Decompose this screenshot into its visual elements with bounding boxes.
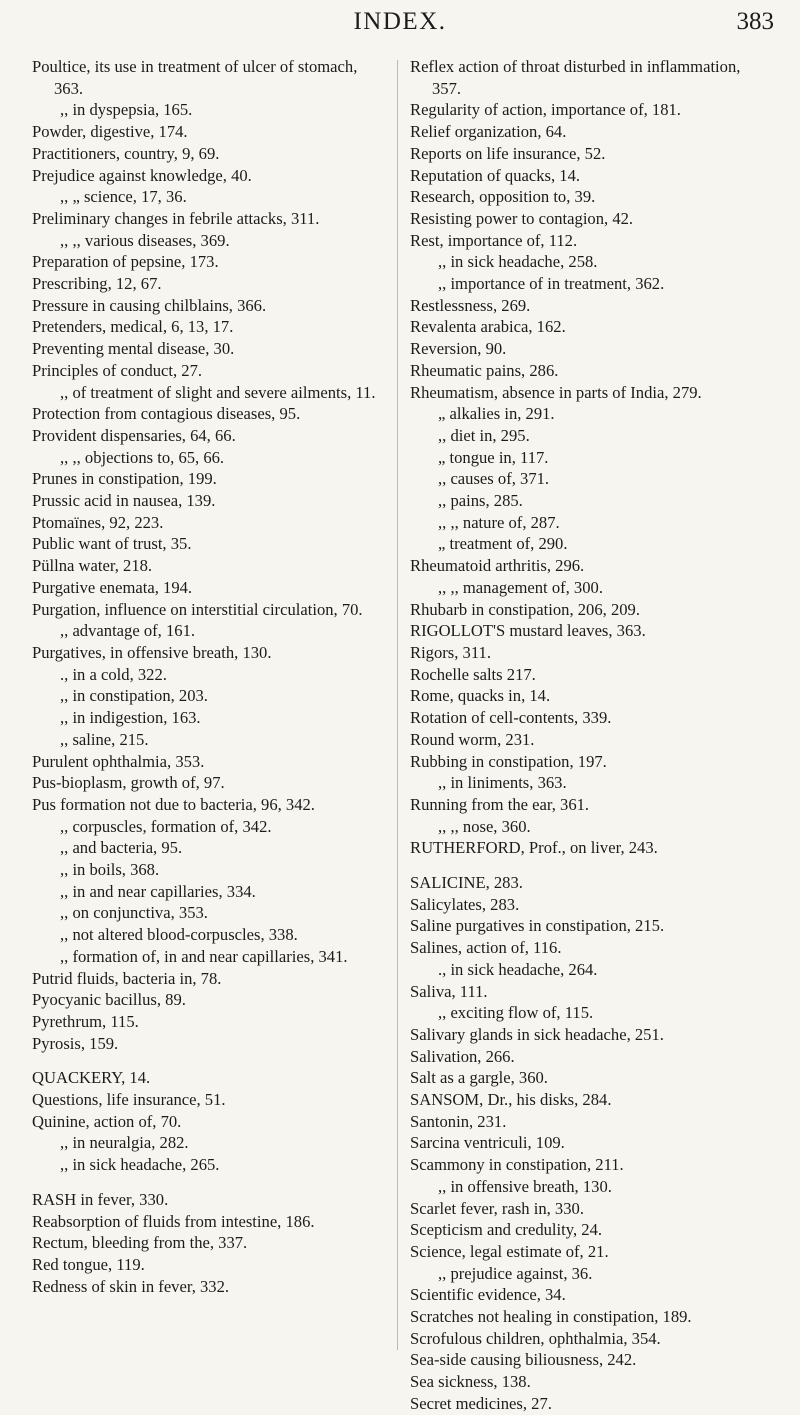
index-entry-text: Rotation of cell-contents, 339. [410,708,612,728]
index-subentry [32,1132,384,1154]
index-entry-text: Scammony in constipation, 211. [410,1155,624,1175]
index-entry-text: ,, of treatment of slight and severe ailments, 11. [60,382,376,402]
index-entry-text: „ treatment of, 290. [438,534,568,554]
index-entry [32,56,384,99]
index-subentry [410,403,772,425]
index-entry [410,56,772,99]
index-entry [410,165,772,187]
running-title: INDEX. [353,8,447,35]
index-entry-text: Putrid fluids, bacteria in, 78. [32,968,222,988]
index-entry [410,1067,772,1089]
index-entry-text: QUACKERY, 14. [32,1068,151,1088]
index-entry-text: Pyrosis, 159. [32,1033,119,1053]
index-entry [410,1089,772,1111]
index-entry [32,1011,384,1033]
index-entry-text: ,, ,, nose, 360. [438,816,531,836]
index-entry-text: Salt as a gargle, 360. [410,1068,548,1088]
index-entry-text: ,, in boils, 368. [60,860,160,880]
index-entry-text: Pyocyanic bacillus, 89. [32,990,186,1010]
index-entry-text: Red tongue, 119. [32,1254,145,1274]
index-entry-text: Santonin, 231. [410,1111,507,1131]
index-subentry [32,230,384,252]
index-entry [32,143,384,165]
index-subentry [32,946,384,968]
index-entry-text: ,, formation of, in and near capillaries, 341. [60,946,348,966]
index-subentry [410,1176,772,1198]
index-entry-text: Preliminary changes in febrile attacks, 311. [32,208,320,228]
index-entry-text: RUTHERFORD, Prof., on liver, 243. [410,838,658,858]
index-entry-text: ., in a cold, 322. [60,664,167,684]
index-subentry [32,837,384,859]
index-entry [32,794,384,816]
index-entry [410,981,772,1003]
index-entry [410,1132,772,1154]
index-entry-text: Provident dispensaries, 64, 66. [32,425,236,445]
index-subentry [32,447,384,469]
index-entry-text: Salicylates, 283. [410,894,520,914]
index-entry-text: Purgatives, in offensive breath, 130. [32,642,272,662]
index-entry [410,1024,772,1046]
index-entry [410,295,772,317]
index-entry-text: ,, in dyspepsia, 165. [60,100,193,120]
index-entry-text: ,, in offensive breath, 130. [438,1176,612,1196]
index-entry [410,599,772,621]
index-entry-text: Questions, life insurance, 51. [32,1090,226,1110]
index-entry-text: Protection from contagious diseases, 95. [32,404,301,424]
index-subentry [32,382,384,404]
index-entry [32,403,384,425]
index-entry [410,1306,772,1328]
index-entry-text: ,, importance of in treatment, 362. [438,274,665,294]
index-entry-text: ,, and bacteria, 95. [60,838,183,858]
page-number: 383 [736,8,774,35]
index-entry [32,555,384,577]
index-subentry [410,533,772,555]
index-entry [410,1371,772,1393]
index-entry-text: Relief organization, 64. [410,122,567,142]
index-entry-text: Resisting power to contagion, 42. [410,208,634,228]
index-entry-text: Prejudice against knowledge, 40. [32,165,252,185]
index-entry [32,1254,384,1276]
index-entry [32,490,384,512]
index-entry-text: Rome, quacks in, 14. [410,686,551,706]
index-entry-text: Revalenta arabica, 162. [410,317,566,337]
index-entry [410,230,772,252]
index-entry [410,186,772,208]
index-subentry [32,664,384,686]
index-entry [410,1046,772,1068]
index-entry [410,937,772,959]
index-entry-text: ,, ,, various diseases, 369. [60,230,230,250]
index-entry-text: ,, ,, nature of, 287. [438,512,560,532]
index-subentry [32,902,384,924]
index-entry [410,338,772,360]
index-entry-text: Science, legal estimate of, 21. [410,1241,609,1261]
index-entry [32,468,384,490]
index-column-right [410,56,772,1415]
index-entry [32,338,384,360]
index-subentry [32,620,384,642]
index-entry-text: ,, „ science, 17, 36. [60,187,187,207]
index-entry-text: Ptomaïnes, 92, 223. [32,512,164,532]
index-entry-text: Sarcina ventriculi, 109. [410,1133,565,1153]
index-entry-text: ,, saline, 215. [60,729,149,749]
index-entry-text: Rubbing in constipation, 197. [410,751,607,771]
index-entry [32,577,384,599]
index-entry [410,729,772,751]
index-entry-text: Public want of trust, 35. [32,534,192,554]
index-entry-text: Reputation of quacks, 14. [410,165,581,185]
index-entry-text: ,, in liniments, 363. [438,773,567,793]
index-subentry [32,685,384,707]
index-entry-text: Pretenders, medical, 6, 13, 17. [32,317,234,337]
index-entry-text: Pressure in causing chilblains, 366. [32,295,267,315]
index-entry [410,143,772,165]
index-subentry [32,859,384,881]
index-subentry [410,468,772,490]
index-entry-text: Rheumatic pains, 286. [410,360,559,380]
index-entry-text: Scratches not healing in constipation, 189. [410,1307,692,1327]
index-entry-text: ,, diet in, 295. [438,425,530,445]
index-entry-text: Prussic acid in nausea, 139. [32,491,216,511]
index-entry-text: Salivary glands in sick headache, 251. [410,1024,664,1044]
index-entry [410,208,772,230]
index-entry-text: Principles of conduct, 27. [32,360,203,380]
index-entry [410,382,772,404]
index-entry-text: ,, pains, 285. [438,491,523,511]
index-entry [32,1232,384,1254]
index-entry-text: SALICINE, 283. [410,873,523,893]
index-entry [410,316,772,338]
index-entry [410,707,772,729]
index-subentry [32,1154,384,1176]
index-entry-text: Salivation, 266. [410,1046,515,1066]
index-entry-text: Rectum, bleeding from the, 337. [32,1233,248,1253]
index-entry-text: ,, in constipation, 203. [60,686,208,706]
index-entry [410,872,772,894]
index-entry-text: ,, in and near capillaries, 334. [60,881,256,901]
index-entry-text: Secret medicines, 27. [410,1393,552,1413]
index-entry [32,425,384,447]
index-entry [32,251,384,273]
index-entry-text: Saliva, 111. [410,981,488,1001]
index-entry-text: Pus-bioplasm, growth of, 97. [32,773,225,793]
index-entry [410,360,772,382]
index-subentry [32,816,384,838]
index-entry-text: „ alkalies in, 291. [438,404,555,424]
index-entry-text: Prescribing, 12, 67. [32,274,162,294]
index-entry [32,1111,384,1133]
index-entry-text: Scientific evidence, 34. [410,1285,566,1305]
page-header [0,8,800,48]
index-entry-text: Powder, digestive, 174. [32,122,188,142]
index-entry-text: Scarlet fever, rash in, 330. [410,1198,584,1218]
index-entry [32,968,384,990]
index-entry [410,1349,772,1371]
index-entry [410,99,772,121]
index-entry-text: Püllna water, 218. [32,556,153,576]
index-entry [410,1393,772,1415]
index-entry [32,165,384,187]
index-entry [32,989,384,1011]
index-subentry [410,512,772,534]
index-entry-text: Rochelle salts 217. [410,664,536,684]
index-subentry [410,425,772,447]
index-subentry [410,1002,772,1024]
index-entry-text: Reflex action of throat disturbed in inflammation, 357. [410,57,741,98]
column-divider [397,60,398,1350]
index-entry [410,1198,772,1220]
index-entry [32,121,384,143]
index-entry [32,360,384,382]
index-subentry [410,1263,772,1285]
index-entry-text: ,, ,, objections to, 65, 66. [60,447,225,467]
index-entry [410,121,772,143]
index-entry-text: ,, in sick headache, 258. [438,252,598,272]
index-entry [410,664,772,686]
index-entry-text: Salines, action of, 116. [410,938,562,958]
index-subentry [410,490,772,512]
index-entry-text: Preparation of pepsine, 173. [32,252,219,272]
index-entry-text: Practitioners, country, 9, 69. [32,143,220,163]
index-entry-text: ,, advantage of, 161. [60,621,196,641]
index-entry-text: Pyrethrum, 115. [32,1011,139,1031]
index-entry [410,894,772,916]
index-entry-text: Rheumatism, absence in parts of India, 279. [410,382,702,402]
index-entry-text: Reports on life insurance, 52. [410,143,606,163]
index-entry [32,599,384,621]
index-entry [410,1328,772,1350]
index-subentry [410,959,772,981]
index-entry [32,1033,384,1055]
index-entry-text: Saline purgatives in constipation, 215. [410,916,665,936]
index-entry-text: SANSOM, Dr., his disks, 284. [410,1090,612,1110]
index-entry-text: ,, not altered blood-corpuscles, 338. [60,925,298,945]
index-entry-text: ,, in sick headache, 265. [60,1155,220,1175]
index-entry-text: Rhubarb in constipation, 206, 209. [410,599,640,619]
index-subentry [32,924,384,946]
index-entry [32,1276,384,1298]
index-entry-text: RIGOLLOT'S mustard leaves, 363. [410,621,646,641]
index-entry-text: Pus formation not due to bacteria, 96, 342. [32,794,315,814]
index-entry-text: ,, in neuralgia, 282. [60,1133,189,1153]
index-entry [32,1089,384,1111]
index-subentry [410,447,772,469]
index-entry-text: RASH in fever, 330. [32,1189,169,1209]
index-entry [32,642,384,664]
index-entry [32,751,384,773]
index-entry [410,1284,772,1306]
index-entry [410,915,772,937]
index-entry [32,208,384,230]
index-subentry [32,186,384,208]
index-entry [410,1241,772,1263]
index-entry [410,642,772,664]
index-entry [410,555,772,577]
index-entry-text: Reversion, 90. [410,339,507,359]
index-entry-text: Reabsorption of fluids from intestine, 186. [32,1211,315,1231]
index-entry-text: ,, prejudice against, 36. [438,1263,593,1283]
index-entry [32,512,384,534]
index-entry-text: Purgation, influence on interstitial circulation, 70. [32,599,363,619]
index-entry [32,1211,384,1233]
index-entry-text: Rigors, 311. [410,642,491,662]
index-subentry [410,816,772,838]
index-subentry [410,577,772,599]
index-entry-text: Restlessness, 269. [410,295,531,315]
index-entry [410,1219,772,1241]
index-entry-text: ., in sick headache, 264. [438,959,598,979]
index-entry-text: Scrofulous children, ophthalmia, 354. [410,1328,661,1348]
index-entry [32,316,384,338]
index-entry-text: ,, ,, management of, 300. [438,577,603,597]
index-entry-text: ,, causes of, 371. [438,469,550,489]
index-entry-text: Prunes in constipation, 199. [32,469,217,489]
index-entry-text: Scepticism and credulity, 24. [410,1220,603,1240]
index-entry-text: Preventing mental disease, 30. [32,339,235,359]
index-subentry [32,707,384,729]
index-entry [410,794,772,816]
index-entry-text: Regularity of action, importance of, 181. [410,100,681,120]
index-entry [410,620,772,642]
index-entry [32,772,384,794]
index-entry-text: ,, corpuscles, formation of, 342. [60,816,272,836]
index-entry-text: Redness of skin in fever, 332. [32,1276,230,1296]
index-entry-text: Round worm, 231. [410,729,535,749]
index-entry-text: „ tongue in, 117. [438,447,549,467]
index-entry-text: ,, on conjunctiva, 353. [60,903,208,923]
index-entry [32,1189,384,1211]
index-subentry [32,99,384,121]
index-entry-text: Rest, importance of, 112. [410,230,578,250]
index-entry [32,1067,384,1089]
index-entry-text: Purgative enemata, 194. [32,577,193,597]
index-entry [32,295,384,317]
index-column-left [32,56,384,1297]
index-entry [32,533,384,555]
index-subentry [410,772,772,794]
index-entry-text: Research, opposition to, 39. [410,187,596,207]
index-entry-text: Quinine, action of, 70. [32,1111,182,1131]
index-entry [410,837,772,859]
index-entry [410,1111,772,1133]
index-entry-text: ,, in indigestion, 163. [60,708,201,728]
index-subentry [410,251,772,273]
index-subentry [32,729,384,751]
index-entry [410,1154,772,1176]
index-entry-text: Sea sickness, 138. [410,1372,531,1392]
index-entry [32,273,384,295]
index-subentry [410,273,772,295]
index-entry-text: Rheumatoid arthritis, 296. [410,556,585,576]
index-entry-text: Running from the ear, 361. [410,794,590,814]
index-entry-text: Sea-side causing biliousness, 242. [410,1350,637,1370]
index-subentry [32,881,384,903]
index-entry-text: Purulent ophthalmia, 353. [32,751,205,771]
index-entry-text: ,, exciting flow of, 115. [438,1003,594,1023]
index-entry [410,685,772,707]
index-entry [410,751,772,773]
index-entry-text: Poultice, its use in treatment of ulcer of stomach, 363. [32,57,358,98]
